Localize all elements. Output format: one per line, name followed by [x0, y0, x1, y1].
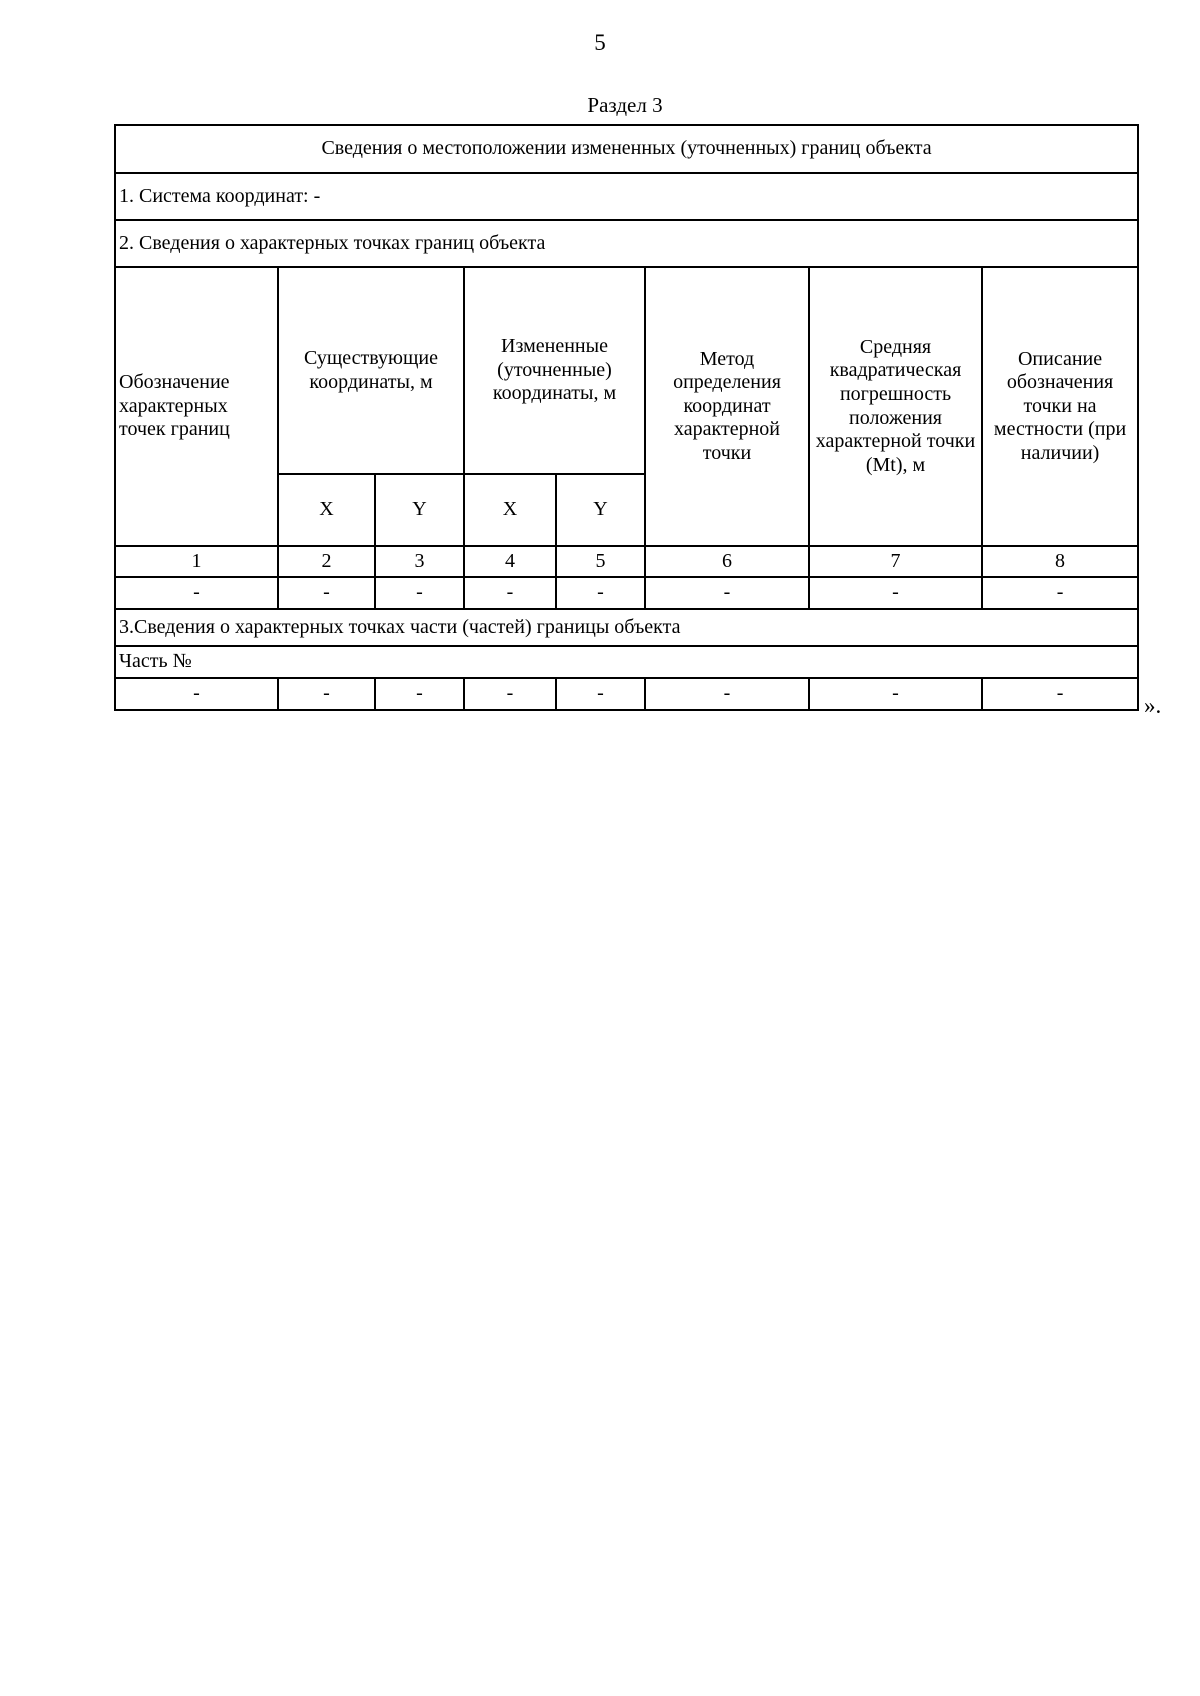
points-heading: 2. Сведения о характерных точках границ объекта: [115, 220, 1138, 267]
table-cell: -: [115, 678, 278, 710]
coordinate-system: 1. Система координат: -: [115, 173, 1138, 220]
part-label: Часть №: [115, 646, 1138, 678]
table-cell: -: [464, 577, 556, 609]
column-number: 5: [556, 546, 645, 577]
header-error: Средняя квадратическая погрешность положения характерной точки (Mt), м: [809, 267, 982, 546]
column-number: 8: [982, 546, 1138, 577]
column-number: 6: [645, 546, 809, 577]
table-cell: -: [809, 678, 982, 710]
header-existing-x: X: [278, 474, 375, 546]
header-existing-y: Y: [375, 474, 464, 546]
boundary-points-table: [114, 124, 1139, 711]
column-number: 4: [464, 546, 556, 577]
table-cell: -: [556, 577, 645, 609]
header-changed-x: X: [464, 474, 556, 546]
parts-heading: 3.Сведения о характерных точках части (частей) границы объекта: [115, 609, 1138, 646]
column-number: 1: [115, 546, 278, 577]
header-existing-coords: Существующие координаты, м: [278, 267, 464, 474]
header-description: Описание обозначения точки на местности (при наличии): [982, 267, 1138, 546]
header-designation: Обозначение характерных точек границ: [115, 267, 278, 546]
table-cell: -: [982, 577, 1138, 609]
table-row: [115, 577, 1138, 609]
page-number: 5: [594, 30, 606, 55]
column-number: 2: [278, 546, 375, 577]
header-changed-y: Y: [556, 474, 645, 546]
column-number-row: [115, 546, 1138, 577]
table-cell: -: [645, 678, 809, 710]
section-title: Раздел 3: [587, 93, 663, 117]
table-cell: -: [278, 577, 375, 609]
table-title: Сведения о местоположении измененных (уточненных) границ объекта: [115, 125, 1138, 173]
table-cell: -: [556, 678, 645, 710]
table-cell: -: [375, 678, 464, 710]
column-number: 3: [375, 546, 464, 577]
header-method: Метод определения координат характерной точки: [645, 267, 809, 546]
table-cell: -: [375, 577, 464, 609]
table-cell: -: [645, 577, 809, 609]
table-cell: -: [982, 678, 1138, 710]
table-cell: -: [278, 678, 375, 710]
table-row: [115, 678, 1138, 710]
closing-quote: ».: [1144, 693, 1162, 718]
table-cell: -: [809, 577, 982, 609]
table-cell: -: [115, 577, 278, 609]
table-cell: -: [464, 678, 556, 710]
header-changed-coords: Измененные (уточненные) координаты, м: [464, 267, 645, 474]
column-number: 7: [809, 546, 982, 577]
